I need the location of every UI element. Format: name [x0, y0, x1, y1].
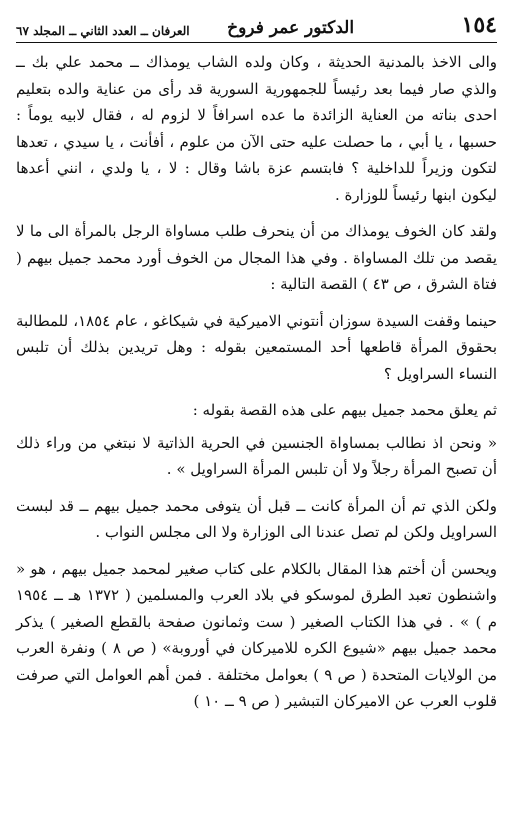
paragraph: ولقد كان الخوف يومذاك من أن ينحرف طلب مساواة الرجل بالمرأة الى ما لا يقصد من تلك المساواة . وفي هذا المجال من الخوف أورد محمد جميل بيهم ( فتاة الشرق ، ص ٤٣ ) القصة التالية : — [16, 222, 498, 293]
quotation: « ونحن اذ نطالب بمساواة الجنسين في الحرية الذاتية لا نبتغي من وراء ذلك أن تصبح المرأة رجلاً ولا أن تلبس المرأة السراويل » . — [16, 433, 497, 478]
journal-info: العرفان ــ العدد الثاني ــ المجلد ٦٧ — [16, 24, 190, 38]
paragraph: والى الاخذ بالمدنية الحديثة ، وكان ولده الشاب يومذاك ــ محمد علي بك ــ والذي صار فيما بعد رئيساً للجمهورية السورية قد رأى من عناية والده بتعليم احدى بناته من العناية الزائدة ما عده اسرافاً لا لزوم له ، فقال لابيه يوماً : حسبها ، يا أبي ، ما حصلت عليه حتى الآن من علوم ، أفأنت ، يا سيدي ، تعدها لتكون وزيراً للداخلية ؟ فابتسم عزة باشا وقال : لا ، يا ولدي ، انني أعدها ليكون ابنها رئيساً للوزارة . — [16, 53, 497, 204]
paragraph: ثم يعلق محمد جميل بيهم على هذه القصة بقوله : — [192, 401, 497, 419]
page-number: ١٥٤ — [461, 12, 497, 38]
paragraph: ولكن الذي تم أن المرأة كانت ــ قبل أن يتوفى محمد جميل بيهم ــ قد لبست السراويل ولكن لم تصل عندنا الى الوزارة ولا الى مجلس النواب . — [16, 496, 497, 541]
running-header — [16, 10, 497, 38]
paragraph: حينما وقفت السيدة سوزان أنتوني الاميركية في شيكاغو ، عام ١٨٥٤، للمطالبة بحقوق المرأة قاطعها أحد المستمعين بقوله : وهل تريدين بذلك أن تلبس النساء السراويل ؟ — [16, 311, 497, 383]
author-name: الدكتور عمر فروخ — [227, 18, 355, 38]
article-body — [16, 49, 497, 715]
header-rule — [16, 42, 497, 43]
paragraph: ويحسن أن أختم هذا المقال بالكلام على كتاب صغير لمحمد جميل بيهم ، هو « واشنطون تعبد الطرق لموسكو في بلاد العرب والمسلمين ( ١٣٧٢ هـ ــ ١٩٥٤ م ) » . في هذا الكتاب الصغير ( ست وثمانون صفحة بالقطع الصغير ) يذكر محمد جميل بيهم «شيوع الكره للاميركان في أوروبة» ( ص ٨ ) ونفرة العرب من الولايات المتحدة ( ص ٩ ) بعوامل مختلفة . فمن أهم العوامل التي صرفت قلوب العرب عن الاميركان التبشير ( ص ٩ ــ ١٠ ) — [16, 559, 497, 710]
